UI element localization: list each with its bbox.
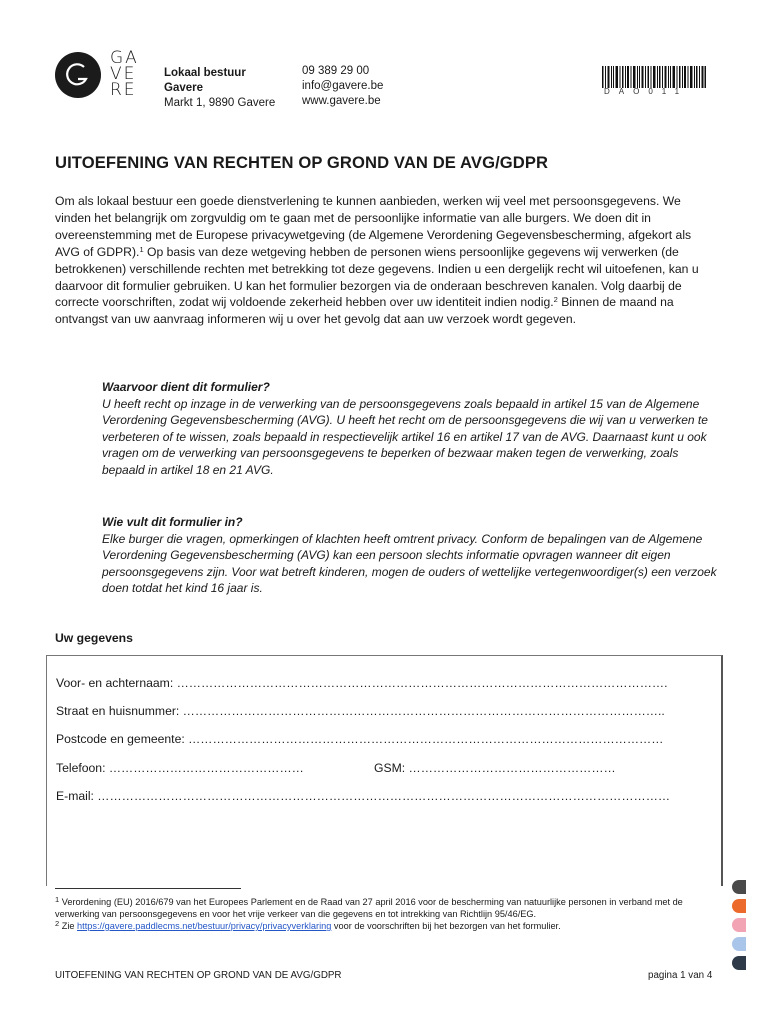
postcode-field[interactable]: Postcode en gemeente: ………………………………………………………………………………………………………	[56, 732, 664, 746]
section-who	[102, 514, 722, 597]
section-purpose	[102, 379, 722, 479]
footnote-1	[55, 896, 715, 920]
logo-wordmark	[110, 50, 142, 98]
barcode-code: DAO011	[604, 87, 689, 96]
footnote-2-post: voor de voorschriften bij het bezorgen van het formulier.	[331, 921, 561, 931]
contact-website[interactable]: www.gavere.be	[302, 95, 381, 107]
intro-paragraph	[55, 193, 715, 328]
contact-block	[302, 64, 383, 109]
g-letter-icon	[55, 52, 101, 98]
logo-line-1: GA	[110, 48, 139, 68]
org-address: Markt 1, 9890 Gavere	[164, 97, 276, 109]
section-purpose-question: Waarvoor dient dit formulier?	[102, 380, 270, 394]
section-purpose-text: U heeft recht op inzage in de verwerking van de persoonsgegevens zoals bepaald in artikel 15 van de Algemene Verordening Gegevensbescherming (AVG). U heeft het recht om de persoonsgegevens die wij van u verwerken te verbeteren of te wissen, zoals bepaald in respectievelijk artikel 16 en artikel 17 van de AVG. Daarnaast kunt u ook vragen om de verwerking van persoonsgegevens te beperken of bezwaar maken tegen de verwerking, zoals bepaald in artikel 18 en 21 AVG.	[102, 396, 708, 477]
footnote-1-text: Verordening (EU) 2016/679 van het Europees Parlement en de Raad van 27 april 2016 voor de bescherming van natuurlijke personen in verband met de verwerking van persoonsgegevens en voor het vrije verkeer van die gegevens en tot intrekking van Richtlijn 95/46/EG.	[55, 897, 683, 919]
footnotes	[55, 896, 715, 932]
gsm-field[interactable]: GSM: ……………………………………………	[374, 761, 616, 775]
footnote-2-pre: Zie	[59, 921, 78, 931]
phone-field[interactable]: Telefoon: …………………………………………	[56, 761, 304, 775]
contact-email[interactable]: info@gavere.be	[302, 80, 384, 92]
color-tab-1	[732, 880, 746, 894]
page-number: pagina 1 van 4	[648, 970, 713, 981]
barcode-icon	[602, 66, 706, 88]
footnote-ref-1: 1	[139, 244, 144, 254]
color-tab-3	[732, 918, 746, 932]
org-name: Lokaal bestuur	[164, 67, 246, 79]
color-tab-4	[732, 937, 746, 951]
logo-mark	[55, 52, 101, 98]
logo-line-2: VE	[110, 64, 137, 84]
intro-part-1: Om als lokaal bestuur een goede dienstverlening te kunnen aanbieden, werken wij veel met persoonsgegevens. We vinden het belangrijk om zorgvuldig om te gaan met de persoonlijke informatie van alle burgers. We doen dit in overeenstemming met de Europese privacywetgeving (de Algemene Verordening Gegevensbescherming, afgekort als AVG of GDPR).	[55, 194, 692, 259]
intro-part-2: Op basis van deze wetgeving hebben de personen wiens persoonlijke gegevens wij verwerken (de betrokkenen) verschillende rechten met betrekking tot deze gegevens. Indien u een dergelijk recht wil uitoefenen, kan u daarvoor dit formulier gebruiken. U kan het formulier bezorgen via de onderaan beschreven kanalen. Volg daarbij de correcte voorschriften, zodat wij voldoende zekerheid hebben over uw identiteit indien nodig.	[55, 244, 699, 310]
footer-title: UITOEFENING VAN RECHTEN OP GROND VAN DE AVG/GDPR	[55, 970, 342, 981]
org-city: Gavere	[164, 82, 204, 94]
section-who-question: Wie vult dit formulier in?	[102, 515, 243, 529]
intro-part-3: Binnen de maand na ontvangst van uw aanvraag informeren wij u over het gevolg dat aan uw verzoek wordt gegeven.	[55, 295, 674, 327]
email-field[interactable]: E-mail: ……………………………………………………………………………………………………………………………	[56, 789, 671, 803]
footnote-divider	[55, 888, 241, 889]
footnote-1-number: 1	[55, 895, 60, 904]
street-field[interactable]: Straat en huisnummer: ………………………………………………………………………………………………………..	[56, 704, 665, 718]
contact-phone: 09 389 29 00	[302, 65, 370, 77]
form-heading: Uw gegevens	[55, 631, 133, 645]
footnote-2	[55, 920, 715, 932]
page-title: UITOEFENING VAN RECHTEN OP GROND VAN DE AVG/GDPR	[55, 153, 549, 172]
footnote-2-number: 2	[55, 919, 60, 928]
color-tab-5	[732, 956, 746, 970]
color-tab-2	[732, 899, 746, 913]
footnote-ref-2: 2	[553, 295, 558, 305]
logo-line-3: RE	[110, 80, 137, 100]
name-field[interactable]: Voor- en achternaam: ………………………………………………………………………………………………………….	[56, 676, 668, 690]
org-block	[164, 66, 275, 111]
privacy-link[interactable]: https://gavere.paddlecms.net/bestuur/privacy/privacyverklaring	[77, 921, 332, 931]
section-who-text: Elke burger die vragen, opmerkingen of klachten heeft omtrent privacy. Conform de bepalingen van de Algemene Verordening Gegevensbescherming (AVG) kan een persoon slechts informatie opvragen wanneer dit eigen persoonsgegevens zijn. Voor wat betreft kinderen, mogen de ouders of wettelijke vertegenwoordiger(s) een verzoek doen totdat het kind 16 jaar is.	[102, 531, 717, 596]
